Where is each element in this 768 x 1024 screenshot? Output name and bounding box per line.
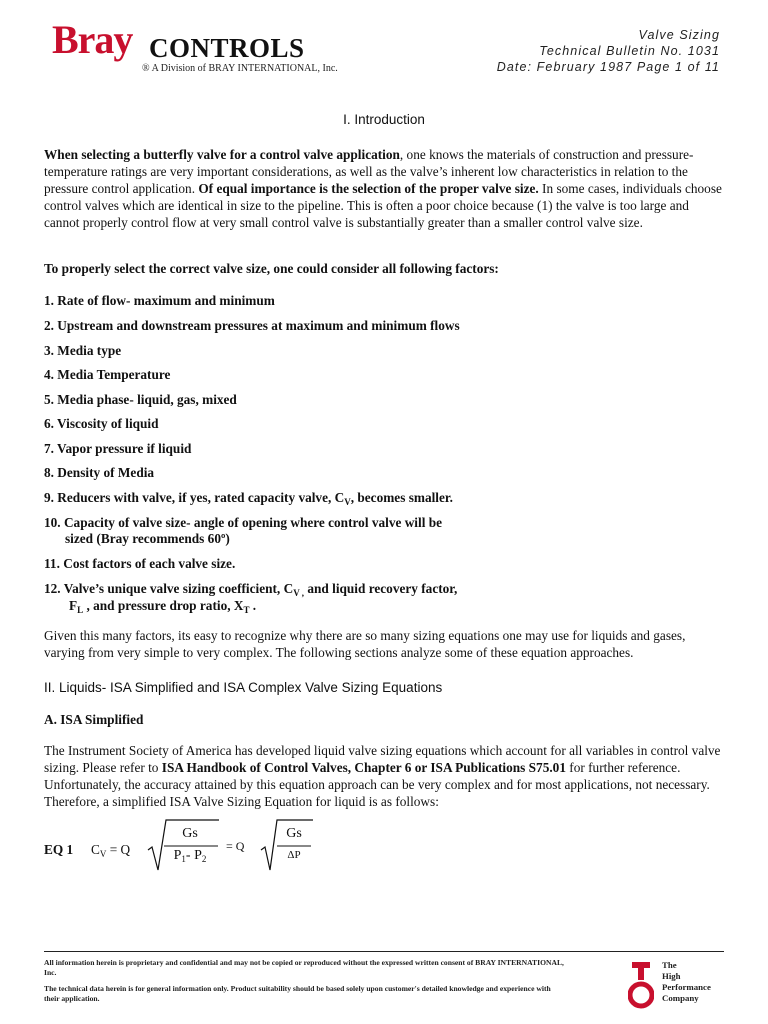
factor12-text-e: . bbox=[249, 598, 257, 613]
tagline-company: Company bbox=[662, 993, 699, 1003]
factor-item: 1. Rate of flow- maximum and minimum bbox=[44, 293, 275, 308]
factor12-text-d: , and pressure drop ratio, X bbox=[83, 598, 244, 613]
isa-paragraph bbox=[44, 742, 726, 810]
heading-introduction: I. Introduction bbox=[343, 112, 425, 127]
factor12-text-b: and liquid recovery factor, bbox=[304, 581, 458, 596]
logo-controls: CONTROLS bbox=[149, 33, 305, 63]
cv-symbol: C bbox=[91, 842, 100, 857]
isa-bold: ISA Handbook of Control Valves, Chapter 6 or ISA Publications S75.01 bbox=[161, 760, 566, 775]
intro-text-2: In some cases, individuals choose control valves which are identical in size to the pipeline. This is often a poor choice because (1) the valve is too large and cannot properly control flow at very small control valve is substantially greater than a smaller control valve size. bbox=[44, 181, 722, 230]
equals-q: = Q bbox=[106, 842, 131, 857]
tagline-high: High bbox=[662, 971, 681, 981]
logo-division-line bbox=[142, 63, 338, 74]
p2-sub: 2 bbox=[201, 854, 207, 864]
header-date-page: Date: February 1987 Page 1 of 11 bbox=[496, 60, 720, 74]
fraction1-denominator bbox=[163, 848, 217, 864]
factor9-text-end: , becomes smaller. bbox=[350, 490, 453, 505]
isa-text-1: The Instrument Society of America has developed liquid valve sizing equations which account for all variables in control valve sizing. Please refer to bbox=[44, 743, 721, 775]
factor-item: 6. Viscosity of liquid bbox=[44, 416, 159, 431]
factor9-text: 9. Reducers with valve, if yes, rated capacity valve, C bbox=[44, 490, 345, 505]
factor-item: 4. Media Temperature bbox=[44, 367, 171, 382]
equation-lhs bbox=[91, 842, 130, 859]
fraction1-numerator: Gs bbox=[182, 826, 198, 841]
equation-label: EQ 1 bbox=[44, 842, 74, 857]
factor12-sub-v: V , bbox=[293, 588, 305, 598]
footer-proprietary-note: All information herein is proprietary and confidential and may not be copied or reproduced without the expressed written consent of BRAY INTERNATIONAL, Inc. bbox=[44, 958, 564, 977]
minus-p: - P bbox=[185, 848, 202, 863]
factor-item-10-line1: 10. Capacity of valve size- angle of opening where control valve will be bbox=[44, 515, 443, 530]
registered-mark: ® bbox=[142, 63, 150, 74]
header-title: Valve Sizing bbox=[638, 28, 720, 42]
heading-liquids: II. Liquids- ISA Simplified and ISA Complex Valve Sizing Equations bbox=[44, 680, 443, 695]
intro-text-1: , one knows the materials of construction and pressure- temperature ratings are very important considerations, as well as the valve’s inherent low characteristics in relation to the pressure control application. bbox=[44, 147, 694, 196]
factors-lead: To properly select the correct valve size, one could consider all following factors: bbox=[44, 261, 499, 276]
header-bulletin: Technical Bulletin No. 1031 bbox=[539, 44, 720, 58]
logo-bray: Bray bbox=[52, 17, 133, 62]
factor9-sub: V bbox=[344, 497, 351, 507]
factor-item: 5. Media phase- liquid, gas, mixed bbox=[44, 392, 237, 407]
factor-item-11: 11. Cost factors of each valve size. bbox=[44, 556, 236, 571]
p1-sub: 1 bbox=[181, 854, 186, 864]
tagline-performance: Performance bbox=[662, 982, 711, 992]
division-text: A Division of BRAY INTERNATIONAL, Inc. bbox=[151, 63, 338, 74]
factor-item-9 bbox=[44, 489, 453, 511]
given-paragraph: Given this many factors, its easy to recognize why there are so many sizing equations one may use for liquids and gases, varying from very simple to very complex. The following sections analyze some of these equation approaches. bbox=[44, 628, 686, 660]
footer-technical-note: The technical data herein is for general information only. Product suitability should be based solely upon customer's detailed knowledge and experience with their application. bbox=[44, 984, 551, 1003]
fraction2-denominator: ΔP bbox=[287, 849, 301, 861]
factor12-text: 12. Valve’s unique valve sizing coefficient, C bbox=[44, 581, 294, 596]
factor-item: 3. Media type bbox=[44, 343, 122, 358]
fraction2-numerator: Gs bbox=[286, 826, 302, 841]
factor-item: 8. Density of Media bbox=[44, 465, 155, 480]
intro-bold-2: Of equal importance is the selection of the proper valve size. bbox=[198, 181, 539, 196]
factor-item: 2. Upstream and downstream pressures at maximum and minimum flows bbox=[44, 318, 460, 333]
footer-divider bbox=[44, 951, 724, 952]
intro-bold-1: When selecting a butterfly valve for a control valve application bbox=[44, 147, 400, 162]
factor12-sub-l: L bbox=[77, 605, 84, 615]
factor-item-10-line2: sized (Bray recommends 60º) bbox=[65, 531, 230, 546]
cv-sub: V bbox=[99, 849, 107, 859]
subheading-isa-simplified: A. ISA Simplified bbox=[44, 712, 144, 727]
bray-emblem-icon bbox=[628, 961, 654, 1011]
factor-item-12-line2 bbox=[69, 597, 256, 619]
factor12-f: F bbox=[69, 598, 78, 613]
equals-q-2: = Q bbox=[226, 839, 245, 853]
intro-paragraph bbox=[44, 146, 726, 231]
tagline-the: The bbox=[662, 960, 677, 970]
factor12-sub-t: T bbox=[243, 605, 250, 615]
isa-text-2: for further reference. Unfortunately, the accuracy attained by this equation approach can be very complex and for most applications, not necessary. Therefore, a simplified ISA Valve Sizing Equation for liquid is as follows: bbox=[44, 760, 710, 809]
p-symbol: P bbox=[173, 848, 182, 863]
factor-item: 7. Vapor pressure if liquid bbox=[44, 441, 192, 456]
